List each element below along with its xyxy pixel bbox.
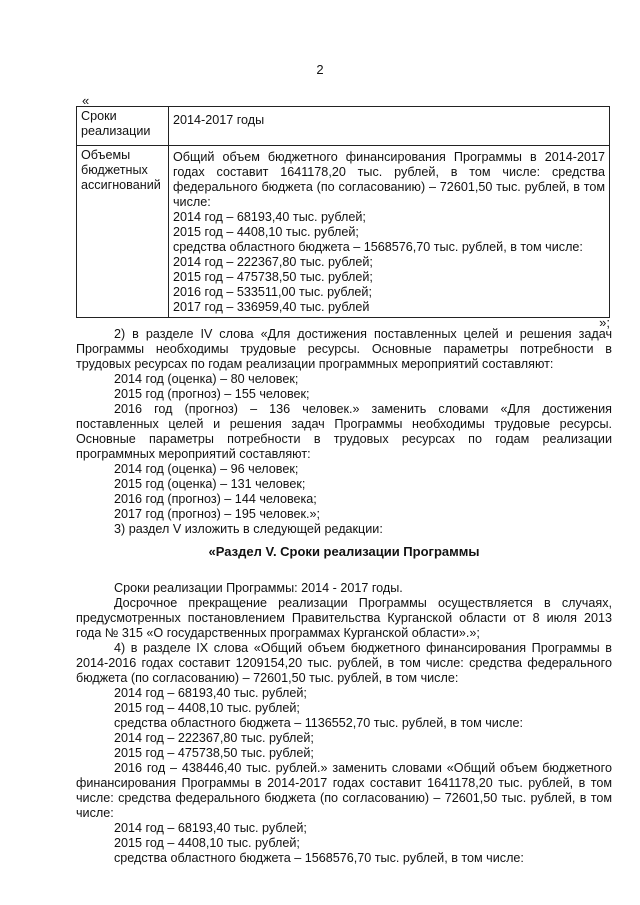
paragraph: 2016 год (прогноз) – 136 человек.» заменить словами «Для достижения поставленных целей и решения задач Программы необходимы трудовые ресурсы. Основные параметры потребности в трудовых ресурсах по годам реализации программных мероприятий составляют: (76, 402, 612, 461)
table-value-line: средства областного бюджета – 1568576,70 тыс. рублей, в том числе: (173, 240, 583, 254)
paragraph: 4) в разделе IX слова «Общий объем бюджетного финансирования Программы в 2014-2016 годах составит 1209154,20 тыс. рублей, в том числе: средства федерального бюджета (по согласованию) – 72601,50 тыс. рублей, в том числе: (76, 641, 612, 685)
paragraph: 2014 год – 222367,80 тыс. рублей; (114, 731, 314, 745)
paragraph: 2015 год – 4408,10 тыс. рублей; (114, 701, 300, 715)
paragraph: 2015 год (прогноз) – 155 человек; (114, 387, 310, 401)
page-number: 2 (316, 62, 324, 77)
paragraph: 2015 год (оценка) – 131 человек; (114, 477, 306, 491)
table-value-line: 2014 год – 68193,40 тыс. рублей; (173, 210, 366, 224)
paragraph: 2014 год (оценка) – 80 человек; (114, 372, 299, 386)
table-value-line: 2017 год – 336959,40 тыс. рублей (173, 300, 370, 314)
program-passport-table (76, 106, 610, 318)
table-row (77, 107, 610, 146)
paragraph: 3) раздел V изложить в следующей редакции: (114, 522, 383, 536)
document-body (76, 327, 612, 866)
paragraph: 2014 год – 68193,40 тыс. рублей; (114, 821, 307, 835)
paragraph: 2014 год – 68193,40 тыс. рублей; (114, 686, 307, 700)
paragraph: 2016 год – 438446,40 тыс. рублей.» заменить словами «Общий объем бюджетного финансирования Программы в 2014-2017 годах составит 1641178,20 тыс. рублей, в том числе: средства федерального бюджета (по согласованию) – 72601,50 тыс. рублей, в том числе: (76, 761, 612, 820)
table-open-quote: « (82, 93, 90, 108)
table-value-cell (169, 107, 610, 146)
table-value-line: 2015 год – 4408,10 тыс. рублей; (173, 225, 359, 239)
table-value-line: 2015 год – 475738,50 тыс. рублей; (173, 270, 373, 284)
table-label-cell: Объемы бюджетных ассигнований (77, 146, 169, 318)
table-value-cell (169, 146, 610, 318)
paragraph: Досрочное прекращение реализации Программы осуществляется в случаях, предусмотренных постановлением Правительства Курганской области от 8 июля 2013 года № 315 «О государственных программах Курганской области».»; (76, 596, 612, 640)
table-value-line: 2016 год – 533511,00 тыс. рублей; (173, 285, 372, 299)
table-label-cell: Сроки реализации (77, 107, 169, 146)
table-value-line: 2014-2017 годы (173, 113, 265, 127)
paragraph: 2015 год – 4408,10 тыс. рублей; (114, 836, 300, 850)
paragraph: 2017 год (прогноз) – 195 человек.»; (114, 507, 321, 521)
table-value-line: 2014 год – 222367,80 тыс. рублей; (173, 255, 373, 269)
paragraph: 2015 год – 475738,50 тыс. рублей; (114, 746, 314, 760)
paragraph: средства областного бюджета – 1568576,70 тыс. рублей, в том числе: (114, 851, 524, 865)
table-value-line: Общий объем бюджетного финансирования Программы в 2014-2017 годах составит 1641178,20 тыс. рублей, в том числе: средства федерального бюджета (по согласованию) – 72601,50 тыс. рублей, в том числе: (173, 150, 605, 209)
paragraph: Сроки реализации Программы: 2014 - 2017 годы. (114, 581, 403, 595)
section-heading: «Раздел V. Сроки реализации Программы (208, 544, 480, 559)
table-row (77, 146, 610, 318)
paragraph: 2014 год (оценка) – 96 человек; (114, 462, 299, 476)
paragraph: 2) в разделе IV слова «Для достижения поставленных целей и решения задач Программы необходимы трудовые ресурсы. Основные параметры потребности в трудовых ресурсах по годам реализации программных мероприятий составляют: (76, 327, 612, 371)
table-close-quote: »; (599, 315, 610, 330)
paragraph: 2016 год (прогноз) – 144 человека; (114, 492, 317, 506)
paragraph: средства областного бюджета – 1136552,70 тыс. рублей, в том числе: (114, 716, 523, 730)
